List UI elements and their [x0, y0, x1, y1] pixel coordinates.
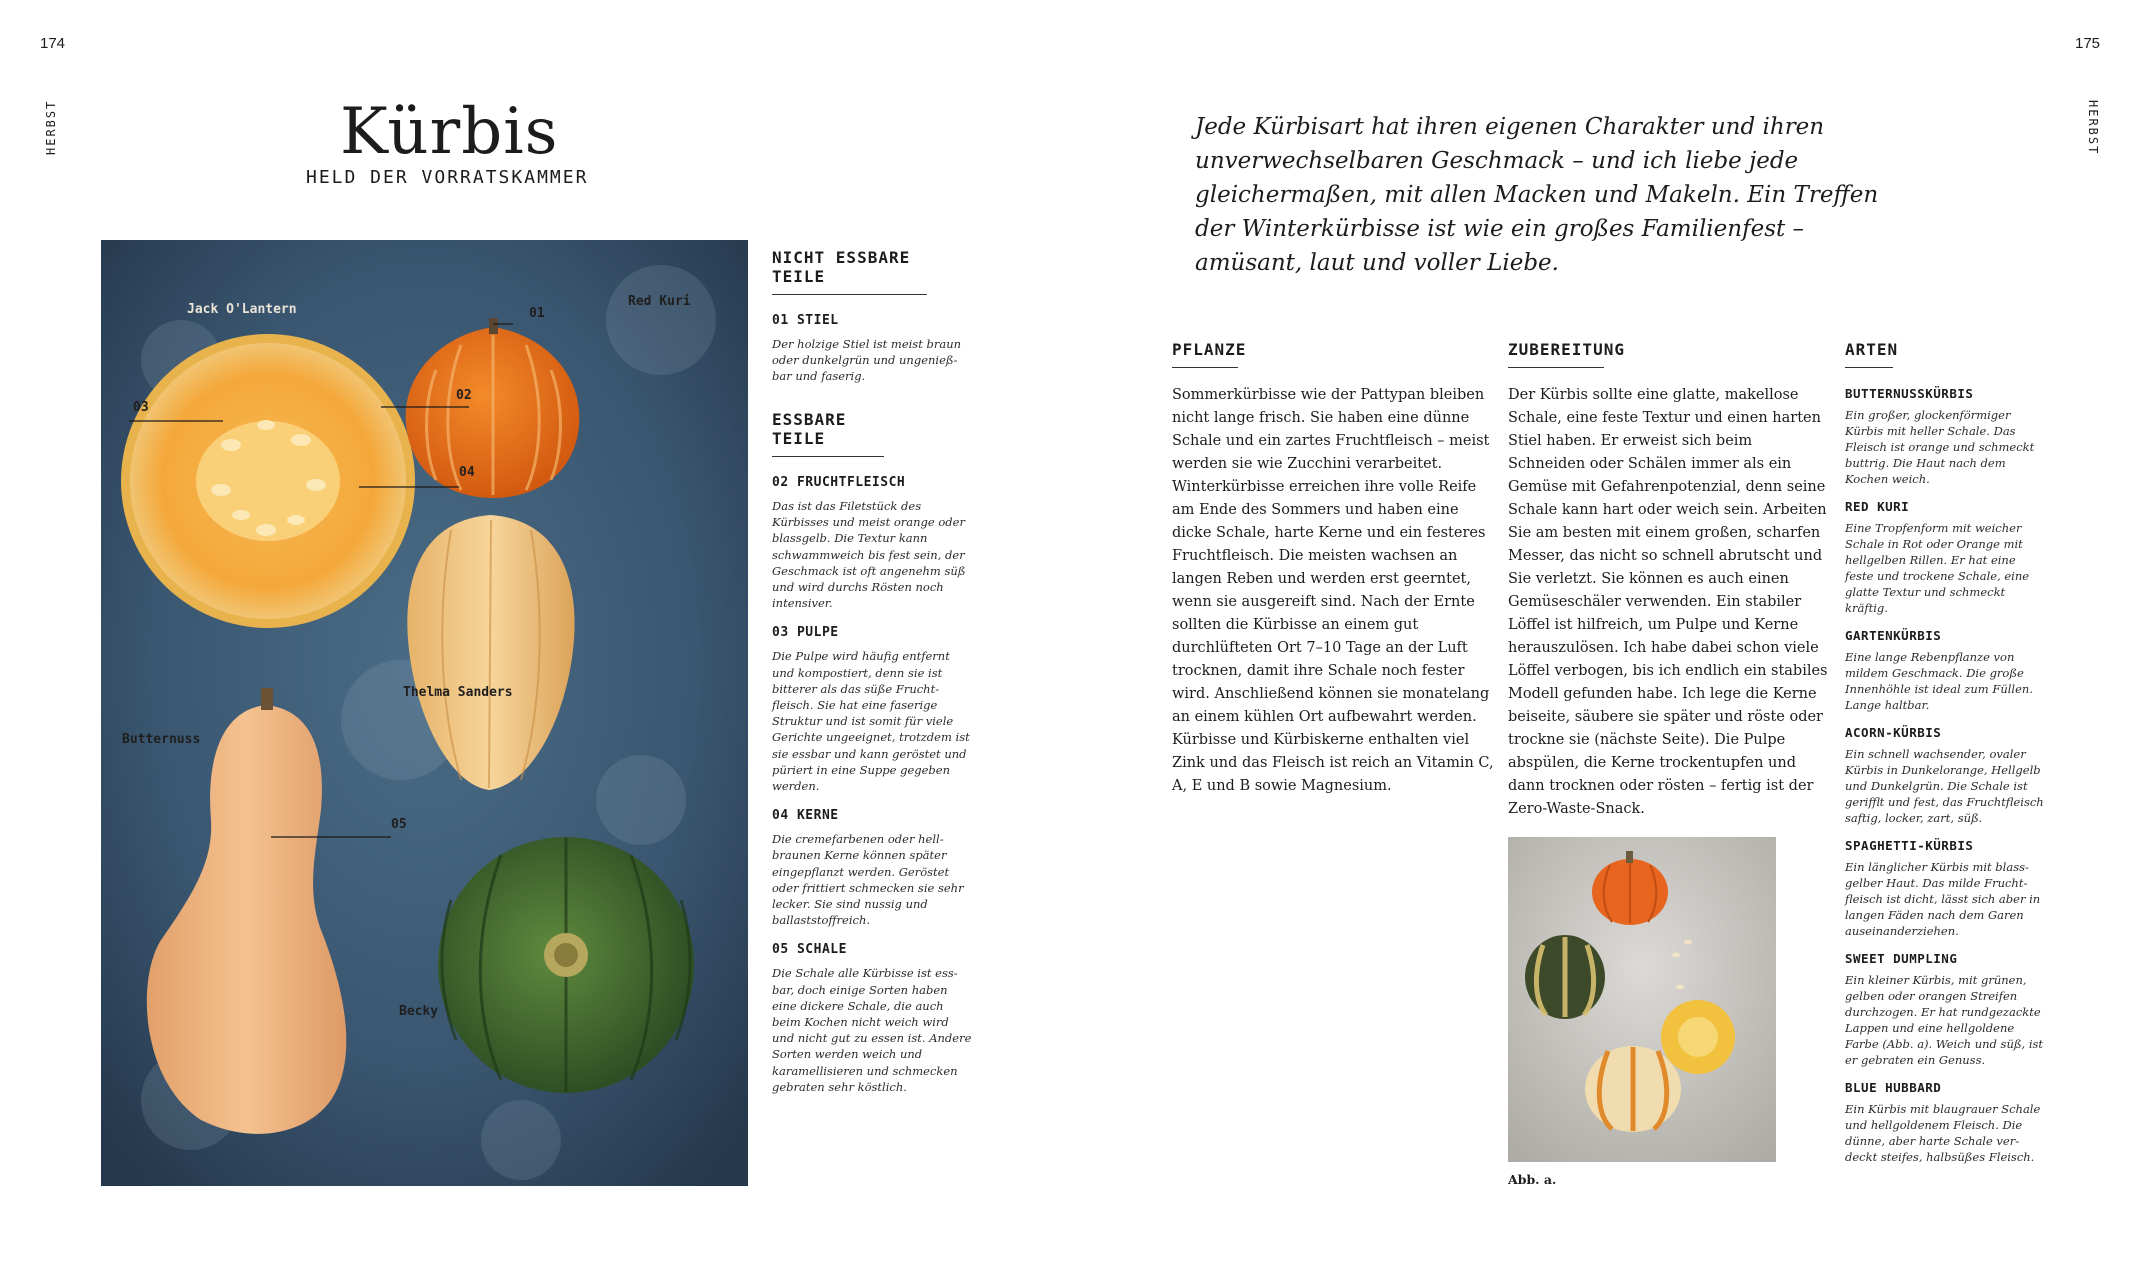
arten-name-gartenkuerbis: GARTENKÜRBIS [1845, 628, 1942, 643]
arten-item [1845, 951, 2045, 1068]
part-text-stiel: Der holzige Stiel ist meist braun oder dunkelgrün und ungenießbar und faserig. [772, 337, 962, 384]
side-label-left: HERBST [44, 99, 58, 155]
arten-name-red-kuri: RED KURI [1845, 499, 1910, 514]
nicht-essbare-heading: NICHT ESSBARE TEILE [772, 248, 927, 295]
arten-name-spaghetti: SPAGHETTI-KÜRBIS [1845, 838, 1974, 853]
arten-item [1845, 386, 2045, 487]
page-number-right: 175 [2075, 35, 2101, 52]
part-text-kerne: Die cremefarbenen oder hellbraunen Kerne können später eingepflanzt werden. Geröstet oder frittiert schmecken sie sehr lecker. Sie sind nussig und ballaststoffreich. [772, 832, 964, 928]
arten-text-acorn: Ein schnell wachsender, ovaler Kürbis in Dunkelorange, Hellgelb und Dunkelgrün. Die Schale ist gerifflt und fest, das Fruchtfleisch saftig, locker, zart, süß. [1845, 747, 2044, 825]
arten-text-blue-hubbard: Ein Kürbis mit blaugrauer Schale und hellgoldenem Fleisch. Die dünne, aber harte Schale verdeckt steifes, halbsüßes Fleisch. [1845, 1102, 2041, 1164]
label-01: 01 [529, 306, 545, 321]
arten-item [1845, 838, 2045, 939]
zubereitung-heading: ZUBEREITUNG [1508, 340, 1604, 368]
label-butternuss: Butternuss [122, 732, 201, 747]
part-heading-fruchtfleisch: 02 FRUCHTFLEISCH [772, 475, 906, 490]
label-thelma-sanders: Thelma Sanders [403, 685, 513, 700]
part-heading-kerne: 04 KERNE [772, 808, 839, 824]
part-heading-pulpe: 03 PULPE [772, 625, 839, 641]
zubereitung-text: Der Kürbis sollte eine glatte, makellose Schale, eine feste Textur und einen harten Stiel haben. Er erweist sich beim Schneiden oder Schälen immer als ein Gemüse mit Gefahrenpotenzial, denn seine Schale kann hart oder weich sein. Arbeiten Sie am besten mit einem großen, scharfen Messer, das nicht so schnell abrutscht und Sie verletzt. Sie können es auch einen Gemüseschäler verwenden. Ein stabiler Löffel ist hilfreich, um Pulpe und Kerne herauszulösen. Ich habe dabei schon viele Löffel verbogen, bis ich endlich ein stabiles Modell gefunden habe. Ich lege die Kerne beiseite, säubere sie später und röste oder trockne sie (nächste Seite). Die Pulpe abspülen, die Kerne trockentupfen und dann trocknen oder rösten – fertig ist der Zero-Waste-Snack. [1508, 387, 1828, 817]
small-squash-photo [1508, 837, 1776, 1162]
arten-name-acorn: ACORN-KÜRBIS [1845, 725, 1942, 740]
arten-item [1845, 628, 2045, 713]
part-item [772, 313, 972, 385]
arten-name-blue-hubbard: BLUE HUBBARD [1845, 1080, 1942, 1095]
arten-text-gartenkuerbis: Eine lange Rebenpflanze von mildem Geschmack. Die große Innenhöhle ist ideal zum Füllen. Lange haltbar. [1845, 650, 2033, 712]
essbare-heading: ESSBARE TEILE [772, 410, 884, 457]
zubereitung-section [1508, 340, 1833, 821]
part-text-schale: Die Schale alle Kürbisse ist essbar, doch einige Sorten haben eine dickere Schale, die auch beim Kochen nicht weich wird und nicht gut zu essen ist. Andere Sorten werden weich und karamellisieren und schmecken gebraten sehr köstlich. [772, 966, 972, 1094]
arten-item [1845, 1080, 2045, 1165]
part-heading-stiel: 01 STIEL [772, 313, 839, 328]
squash-photo [101, 240, 748, 1186]
arten-text-spaghetti: Ein länglicher Kürbis mit blassgelber Haut. Das milde Fruchtfleisch ist dicht, lässt sich aber in langen Fäden nach dem Garen auseinanderziehen. [1845, 860, 2041, 938]
label-red-kuri: Red Kuri [628, 294, 691, 309]
label-04: 04 [459, 465, 475, 480]
arten-item [1845, 499, 2045, 616]
pflanze-section [1172, 340, 1497, 798]
label-becky: Becky [399, 1004, 439, 1019]
side-label-right: HERBST [2086, 100, 2100, 156]
arten-heading: ARTEN [1845, 340, 1893, 368]
arten-text-red-kuri: Eine Tropfenform mit weicher Schale in Rot oder Orange mit hellgelben Rillen. Er hat eine feste und trockene Schale, eine glatte Textur und schmeckt kräftig. [1845, 521, 2030, 615]
page-number-left: 174 [40, 35, 66, 52]
arten-name-sweet-dumpling: SWEET DUMPLING [1845, 951, 1958, 966]
part-item [772, 475, 972, 611]
intro-quote: Jede Kürbisart hat ihren eigenen Charakter und ihren unverwechselbaren Geschmack – und ich liebe jede gleichermaßen, mit allen Macken und Makeln. Ein Treffen der Winterkürbisse ist wie ein großes Familienfest – amüsant, laut und voller Liebe. [1195, 114, 1879, 276]
arten-name-butternuss: BUTTERNUSSKÜRBIS [1845, 386, 1974, 401]
label-05: 05 [391, 817, 407, 832]
arten-text-butternuss: Ein großer, glockenförmiger Kürbis mit heller Schale. Das Fleisch ist orange und schmeckt buttrig. Die Haut nach dem Kochen weich. [1845, 408, 2035, 486]
page-subtitle: HELD DER VORRATSKAMMER [306, 167, 589, 188]
pflanze-heading: PFLANZE [1172, 340, 1238, 368]
arten-item [1845, 725, 2045, 826]
label-02: 02 [456, 388, 472, 403]
part-item [772, 625, 972, 794]
essbare-section [772, 410, 972, 1095]
part-item [772, 808, 972, 928]
label-jack-olantern: Jack O'Lantern [187, 302, 297, 317]
label-03: 03 [133, 400, 149, 415]
pflanze-text: Sommerkürbisse wie der Pattypan bleiben nicht lange frisch. Sie haben eine dünne Schale und ein zartes Fruchtfleisch – meist werden sie wie Zucchini verarbeitet. Winterkürbisse erreichen ihre volle Reife am Ende des Sommers und haben eine dicke Schale, harte Kerne und ein festeres Fruchtfleisch. Die meisten wachsen an langen Reben und werden erst geerntet, wenn sie ausgereift sind. Nach der Ernte sollten die Kürbisse an einem gut durchlüfteten Ort 7–10 Tage an der Luft trocknen, damit ihre Schale noch fester wird. Anschließend können sie monatelang an einem kühlen Ort aufbewahrt werden. Kürbisse und Kürbiskerne enthalten viel Zink und das Fleisch ist reich an Vitamin C, A, E und B sowie Magnesium. [1172, 387, 1494, 794]
photo-caption: Abb. a. [1508, 1172, 1557, 1187]
part-item [772, 942, 972, 1095]
page-title: Kürbis [340, 95, 559, 169]
part-text-fruchtfleisch: Das ist das Filetstück des Kürbisses und meist orange oder blassgelb. Die Textur kann schwammweich bis fest sein, der Geschmack ist oft angenehm süß und wird durchs Rösten noch intensiver. [772, 499, 966, 611]
part-text-pulpe: Die Pulpe wird häufig entfernt und kompostiert, denn sie ist bitterer als das süße Fruchtfleisch. Sie hat eine faserige Struktur und ist somit für viele Gerichte ungeeignet, trotzdem ist sie essbar und kann geröstet und püriert in eine Suppe gegeben werden. [772, 649, 970, 794]
part-heading-schale: 05 SCHALE [772, 942, 847, 958]
arten-text-sweet-dumpling: Ein kleiner Kürbis, mit grünen, gelben oder orangen Streifen durchzogen. Er hat rundgezackte Lappen und eine hellgoldene Farbe (Abb. a). Weich und süß, ist er gebraten ein Genuss. [1845, 973, 2044, 1067]
arten-section [1845, 340, 2045, 1165]
nicht-essbare-section [772, 248, 972, 385]
